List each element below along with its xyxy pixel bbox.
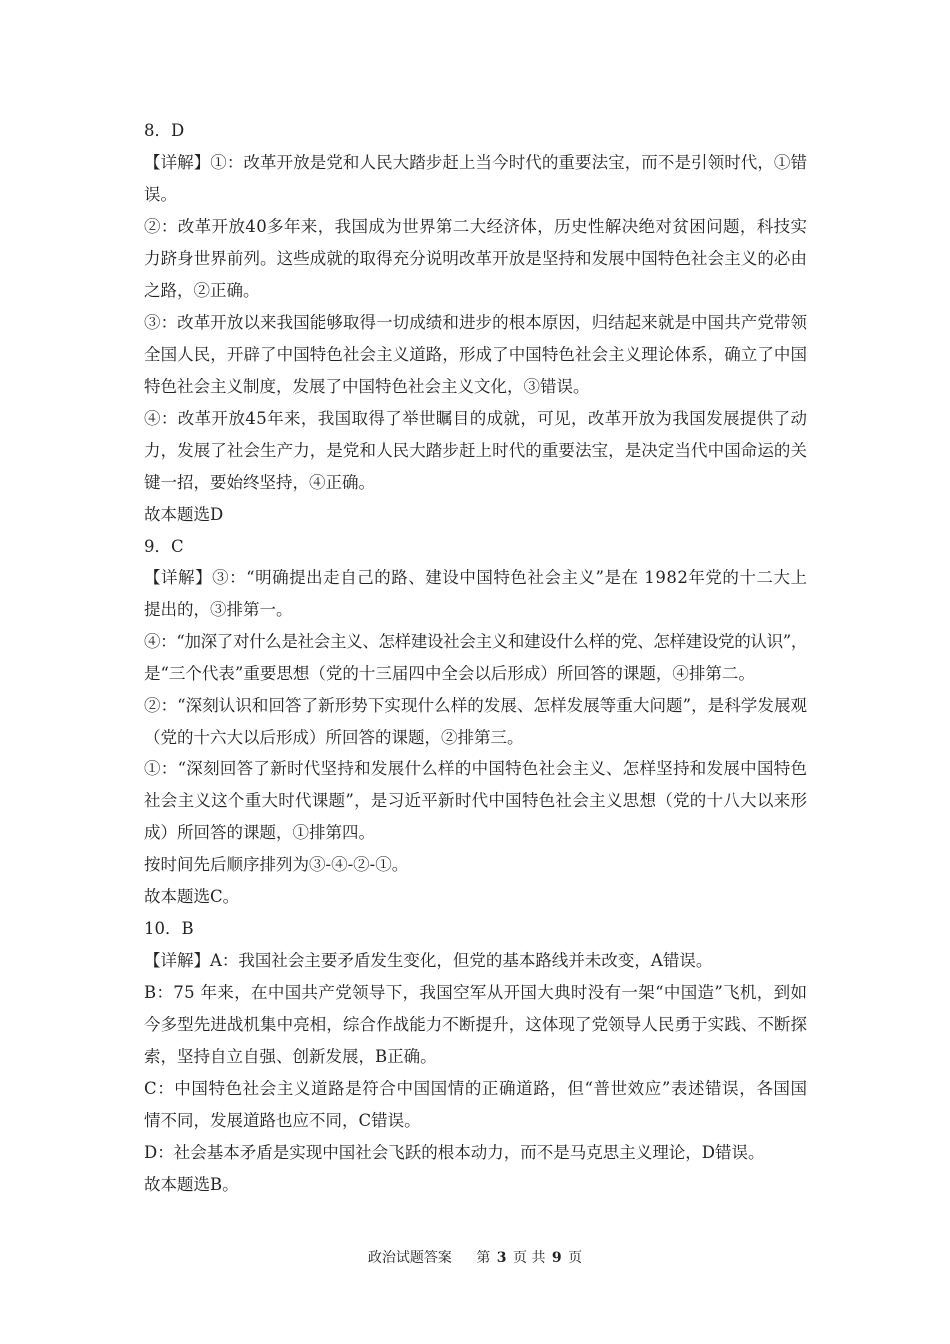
q8-line: 之路，②正确。 xyxy=(144,281,260,300)
q9-line: 提出的，③排第一。 xyxy=(144,600,293,619)
q9-line: 按时间先后顺序排列为③-④-②-①。 xyxy=(144,855,409,874)
footer-title: 政治试题答案 xyxy=(367,1250,452,1266)
q9-conclusion: 故本题选C。 xyxy=(144,887,240,906)
q8-line: 力，发展了社会生产力，是党和人民大踏步赶上时代的重要法宝，是决定当代中国命运的关 xyxy=(144,441,808,460)
q8-conclusion: 故本题选D xyxy=(144,505,224,524)
footer-page-number: 3 xyxy=(496,1250,507,1266)
q10-line: 今多型先进战机集中亮相，综合作战能力不断提升，这体现了党领导人民勇于实践、不断探 xyxy=(144,1015,808,1034)
q9-line: ④：“加深了对什么是社会主义、怎样建设社会主义和建设什么样的党、怎样建设党的认识”， xyxy=(144,632,808,651)
q10-line: C：中国特色社会主义道路是符合中国国情的正确道路，但“普世效应”表述错误，各国国 xyxy=(144,1079,808,1098)
q9-line: 【详解】③：“明确提出走自己的路、建设中国特色社会主义”是在 1982年党的十二大上 xyxy=(144,568,808,587)
q8-line: 力跻身世界前列。这些成就的取得充分说明改革开放是坚持和发展中国特色社会主义的必由 xyxy=(144,249,808,268)
q8-line: 全国人民，开辟了中国特色社会主义道路，形成了中国特色社会主义理论体系，确立了中国 xyxy=(144,345,808,364)
q8-line: 键一招，要始终坚持，④正确。 xyxy=(144,473,375,492)
q8-line: 【详解】①：改革开放是党和人民大踏步赶上当今时代的重要法宝，而不是引领时代，①错 xyxy=(144,153,808,172)
q10-line: 【详解】A：我国社会主要矛盾发生变化，但党的基本路线并未改变，A错误。 xyxy=(144,951,713,970)
q9-line: ②：“深刻认识和回答了新形势下实现什么样的发展、怎样发展等重大问题”，是科学发展观 xyxy=(144,696,808,715)
q8-line: 特色社会主义制度，发展了中国特色社会主义文化，③错误。 xyxy=(144,377,590,396)
q8-line: ②：改革开放40多年来，我国成为世界第二大经济体，历史性解决绝对贫困问题，科技实 xyxy=(144,217,808,236)
q9-line: 是“三个代表”重要思想（党的十三届四中全会以后形成）所回答的课题，④排第二。 xyxy=(144,664,755,683)
footer-page-mid: 页 共 xyxy=(513,1250,546,1266)
page-footer xyxy=(0,1247,950,1267)
footer-page-suffix: 页 xyxy=(568,1250,583,1266)
question-10-answer: 10．B xyxy=(144,919,194,938)
q9-line: 社会主义这个重大时代课题”，是习近平新时代中国特色社会主义思想（党的十八大以来形 xyxy=(144,791,808,810)
q10-conclusion: 故本题选B。 xyxy=(144,1175,239,1194)
q9-line: （党的十六大以后形成）所回答的课题，②排第三。 xyxy=(144,728,524,747)
q10-line: 情不同，发展道路也应不同，C错误。 xyxy=(144,1111,421,1130)
q8-line: ④：改革开放45年来，我国取得了举世瞩目的成就，可见，改革开放为我国发展提供了动 xyxy=(144,409,808,428)
question-9-answer: 9．C xyxy=(144,537,184,556)
q10-line: B：75 年来，在中国共产党领导下，我国空军从开国大典时没有一架“中国造”飞机，到如 xyxy=(144,983,808,1002)
q8-line: 误。 xyxy=(144,185,177,204)
q9-line: 成）所回答的课题，①排第四。 xyxy=(144,823,375,842)
q8-line: ③：改革开放以来我国能够取得一切成绩和进步的根本原因，归结起来就是中国共产党带领 xyxy=(144,313,808,332)
q10-line: D：社会基本矛盾是实现中国社会飞跃的根本动力，而不是马克思主义理论，D错误。 xyxy=(144,1143,765,1162)
footer-total-pages: 9 xyxy=(551,1250,562,1266)
question-8-answer: 8．D xyxy=(144,121,185,140)
q9-line: ①：“深刻回答了新时代坚持和发展什么样的中国特色社会主义、怎样坚持和发展中国特色 xyxy=(144,759,808,778)
footer-page-prefix: 第 xyxy=(476,1250,491,1266)
q10-line: 索，坚持自立自强、创新发展，B正确。 xyxy=(144,1047,437,1066)
